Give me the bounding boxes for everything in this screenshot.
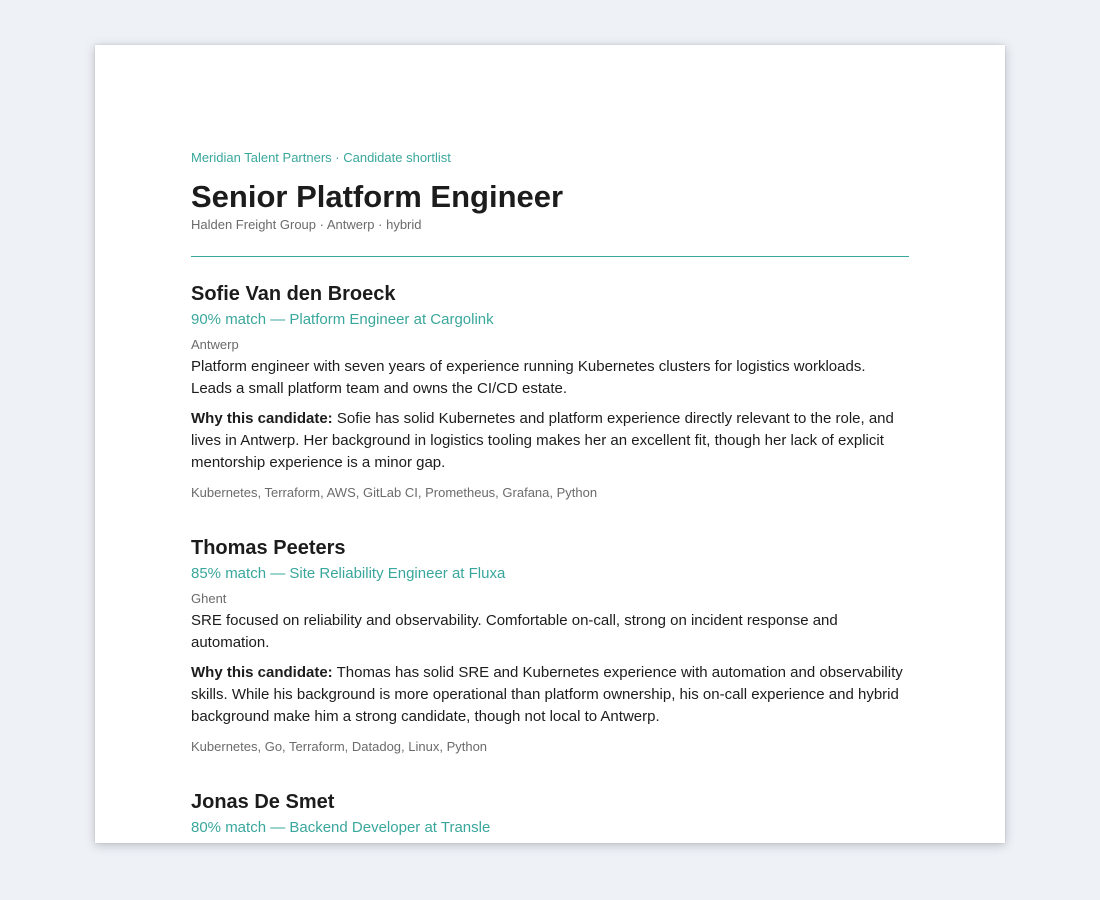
candidate-name: Thomas Peeters (191, 537, 346, 559)
candidate-summary: Platform engineer with seven years of experience running Kubernetes clusters for logistics workloads. Leads a small platform team and owns the CI/CD estate. (191, 358, 866, 397)
header-divider (191, 256, 909, 257)
page-title: Senior Platform Engineer (191, 179, 564, 214)
candidate-card (191, 536, 909, 755)
candidate-card (191, 790, 909, 837)
candidate-rationale-text: Thomas has solid SRE and Kubernetes experience with automation and observability skills. While his background is more operational than platform ownership, his on-call experience and hybrid background make him a strong candidate, though not local to Antwerp. (191, 664, 903, 725)
candidate-skills: Kubernetes, Go, Terraform, Datadog, Linux, Python (191, 739, 488, 754)
candidate-match: 90% match — Platform Engineer at Cargolink (191, 311, 494, 328)
candidate-location: Ghent (191, 591, 227, 606)
candidate-name: Jonas De Smet (191, 791, 335, 813)
why-label: Why this candidate: (191, 410, 333, 427)
candidate-list (191, 282, 909, 837)
candidate-location: Antwerp (191, 337, 239, 352)
candidate-match: 80% match — Backend Developer at Transle (191, 819, 491, 836)
candidate-rationale-text: Sofie has solid Kubernetes and platform experience directly relevant to the role, and lives in Antwerp. Her background in logistics tooling makes her an excellent fit, though her lack of explicit mentorship experience is a minor gap. (191, 410, 894, 471)
candidate-rationale (191, 662, 909, 728)
why-label: Why this candidate: (191, 664, 333, 681)
candidate-card (191, 282, 909, 501)
candidate-rationale (191, 408, 909, 474)
candidate-skills: Kubernetes, Terraform, AWS, GitLab CI, Prometheus, Grafana, Python (191, 485, 598, 500)
candidate-name: Sofie Van den Broeck (191, 283, 396, 305)
document-content (191, 150, 909, 843)
agency-eyebrow: Meridian Talent Partners · Candidate shortlist (191, 150, 451, 165)
candidate-summary: SRE focused on reliability and observability. Comfortable on-call, strong on incident response and automation. (191, 612, 838, 651)
candidate-match: 85% match — Site Reliability Engineer at Fluxa (191, 565, 506, 582)
document-page (95, 45, 1005, 843)
role-subtitle: Halden Freight Group · Antwerp · hybrid (191, 217, 422, 232)
